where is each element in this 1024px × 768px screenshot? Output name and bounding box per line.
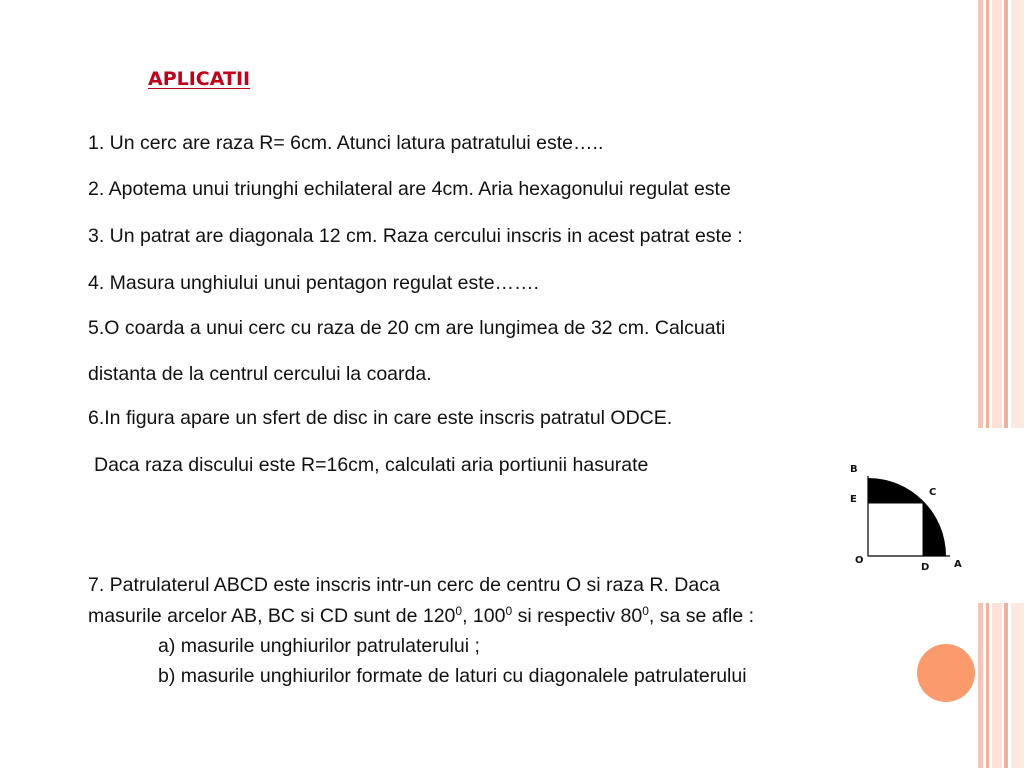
- quarter-disc-figure: [840, 458, 980, 578]
- problem-6-line-1: 6.In figura apare un sfert de disc in care este inscris patratul ODCE.: [88, 407, 673, 429]
- problem-7-text-a: masurile arcelor AB, BC si CD sunt de 120: [88, 605, 456, 627]
- problem-7-part-a: a) masurile unghiurilor patrulaterului ;: [158, 635, 480, 657]
- degree-superscript-2: 0: [505, 604, 513, 618]
- problem-7-line-1: 7. Patrulaterul ABCD este inscris intr-un cerc de centru O si raza R. Daca: [88, 574, 720, 596]
- problem-7-part-b: b) masurile unghiurilor formate de laturi cu diagonalele patrulaterului: [158, 665, 747, 687]
- label-e: E: [850, 494, 857, 505]
- slide-title: APLICATII: [148, 68, 251, 90]
- border-stripe-1: [978, 0, 983, 768]
- border-stripe-3: [992, 0, 1002, 768]
- problem-6-line-2: Daca raza discului este R=16cm, calculati aria portiunii hasurate: [94, 454, 649, 476]
- problem-7-line-2: [88, 604, 754, 628]
- problem-7-text-d: , sa se afle :: [648, 605, 755, 627]
- label-b: B: [850, 464, 858, 475]
- border-stripe-4: [1004, 0, 1008, 768]
- degree-superscript-3: 0: [642, 604, 649, 618]
- label-c: C: [929, 487, 937, 498]
- inscribed-square-odce: [868, 503, 923, 556]
- problem-7-text-b: , 100: [462, 605, 506, 627]
- problem-4: 4. Masura unghiului unui pentagon regulat este…….: [88, 272, 539, 294]
- label-d: D: [921, 562, 930, 573]
- problem-5-line-1: 5.O coarda a unui cerc cu raza de 20 cm are lungimea de 32 cm. Calcuati: [88, 317, 726, 339]
- problem-1: 1. Un cerc are raza R= 6cm. Atunci latura patratului este…..: [88, 132, 604, 154]
- problem-3: 3. Un patrat are diagonala 12 cm. Raza cercului inscris in acest patrat este :: [88, 225, 743, 247]
- degree-superscript-1: 0: [455, 604, 463, 618]
- problem-5-line-2: distanta de la centrul cercului la coarda.: [88, 363, 432, 385]
- decorative-circle: [917, 644, 975, 702]
- problem-7-text-c: si respectiv 80: [512, 605, 643, 627]
- border-stripe-gap: [978, 428, 1024, 603]
- border-stripe-2: [986, 0, 989, 768]
- problem-2: 2. Apotema unui triunghi echilateral are 4cm. Aria hexagonului regulat este: [88, 178, 731, 200]
- label-a: A: [954, 559, 962, 570]
- label-o: O: [855, 555, 864, 566]
- border-stripe-5: [1011, 0, 1024, 768]
